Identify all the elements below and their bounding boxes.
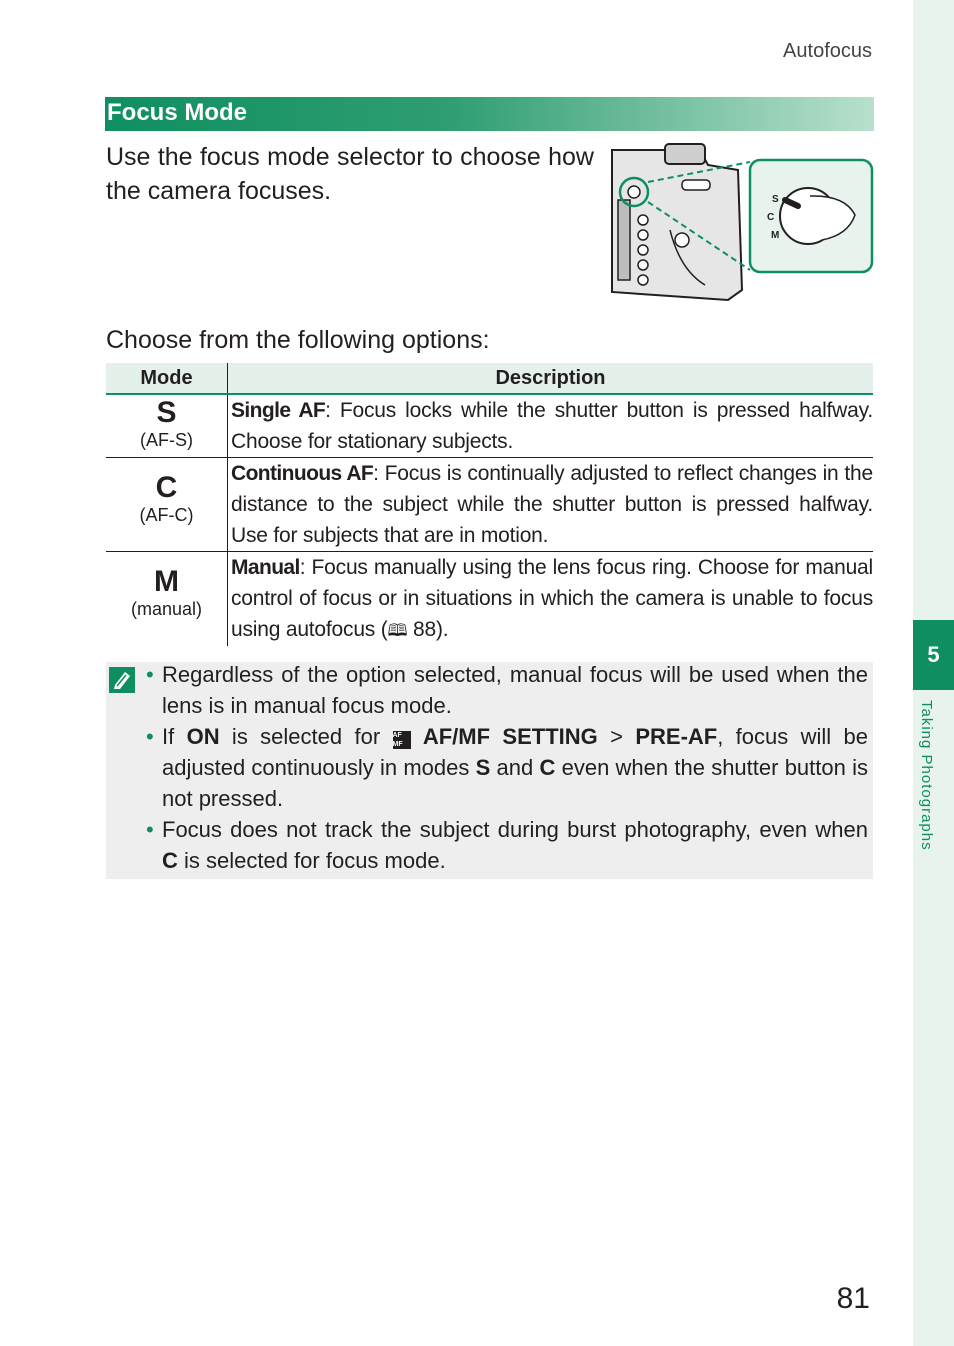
mode-cell <box>106 552 228 646</box>
mode-sub: (manual) <box>130 599 203 619</box>
note-list <box>146 659 868 876</box>
mode-desc: : Focus is continually adjusted to reflect changes in the distance to the subject while the shutter button is pressed halfway. Use for subjects that are in motion. <box>231 462 874 547</box>
pre-af: PRE-AF <box>635 724 718 749</box>
page-number: 81 <box>836 1282 870 1315</box>
camera-illustration <box>610 140 876 310</box>
af-mf-setting: AF/MF SETTING <box>422 724 598 749</box>
dial-label-c: C <box>767 212 775 223</box>
mode-sub: (AF-C) <box>139 505 194 525</box>
mode-desc: : Focus locks while the shutter button is pressed halfway. Choose for stationary subjects. <box>231 399 873 453</box>
table-row <box>106 458 873 552</box>
section-title: Focus Mode <box>107 99 248 126</box>
mode-sub: (AF-S) <box>140 430 193 450</box>
choose-text: Choose from the following options: <box>106 326 490 354</box>
dial-label-s: S <box>772 194 779 205</box>
mode-name: Single AF <box>231 399 326 422</box>
header-description: Description <box>495 367 606 389</box>
note-icon <box>108 666 136 694</box>
mode-letter: C <box>155 471 178 504</box>
chapter-tab[interactable] <box>913 620 954 690</box>
book-icon: 🕮 <box>387 621 408 640</box>
chapter-label: Taking Photographs <box>918 700 935 851</box>
mode-table <box>106 363 873 646</box>
dial-label-m: M <box>771 230 780 241</box>
table-row <box>106 552 873 646</box>
note-item: • Regardless of the option selected, manual focus will be used when the lens is in manual focus mode. <box>146 659 868 721</box>
mode-name: Manual <box>231 556 300 579</box>
mode-desc-tail: ). <box>435 618 449 641</box>
mode-desc: : Focus manually using the lens focus ring. Choose for manual control of focus or in situations in which the camera is unable to focus using autofocus ( <box>231 556 873 641</box>
note-item: • If ON is selected for AF MF AF/MF SETTING > PRE-AF, focus will be adjusted continuously in modes S and C even when the shutter button is not pressed. <box>146 721 868 814</box>
header-mode: Mode <box>106 363 228 393</box>
page-ref-link[interactable]: 88 <box>413 618 436 641</box>
description-cell <box>228 458 873 551</box>
description-cell <box>228 552 873 646</box>
mode-letter: S <box>156 396 177 429</box>
table-row <box>106 395 873 458</box>
running-head: Autofocus <box>783 40 872 62</box>
mode-letter: M <box>154 565 179 598</box>
mode-name: Continuous AF <box>231 462 374 485</box>
mode-cell <box>106 395 228 457</box>
description-cell <box>228 395 873 457</box>
on-option: ON <box>186 724 220 749</box>
section-bar <box>105 97 874 131</box>
table-header <box>106 363 873 395</box>
note-item: • Focus does not track the subject during burst photography, even when C is selected for focus mode. <box>146 814 868 876</box>
note-box <box>106 662 873 879</box>
af-mf-icon: AF MF <box>393 731 411 749</box>
intro-text: Use the focus mode selector to choose how the camera focuses. <box>106 143 594 205</box>
mode-cell <box>106 458 228 551</box>
chapter-number: 5 <box>927 642 940 667</box>
